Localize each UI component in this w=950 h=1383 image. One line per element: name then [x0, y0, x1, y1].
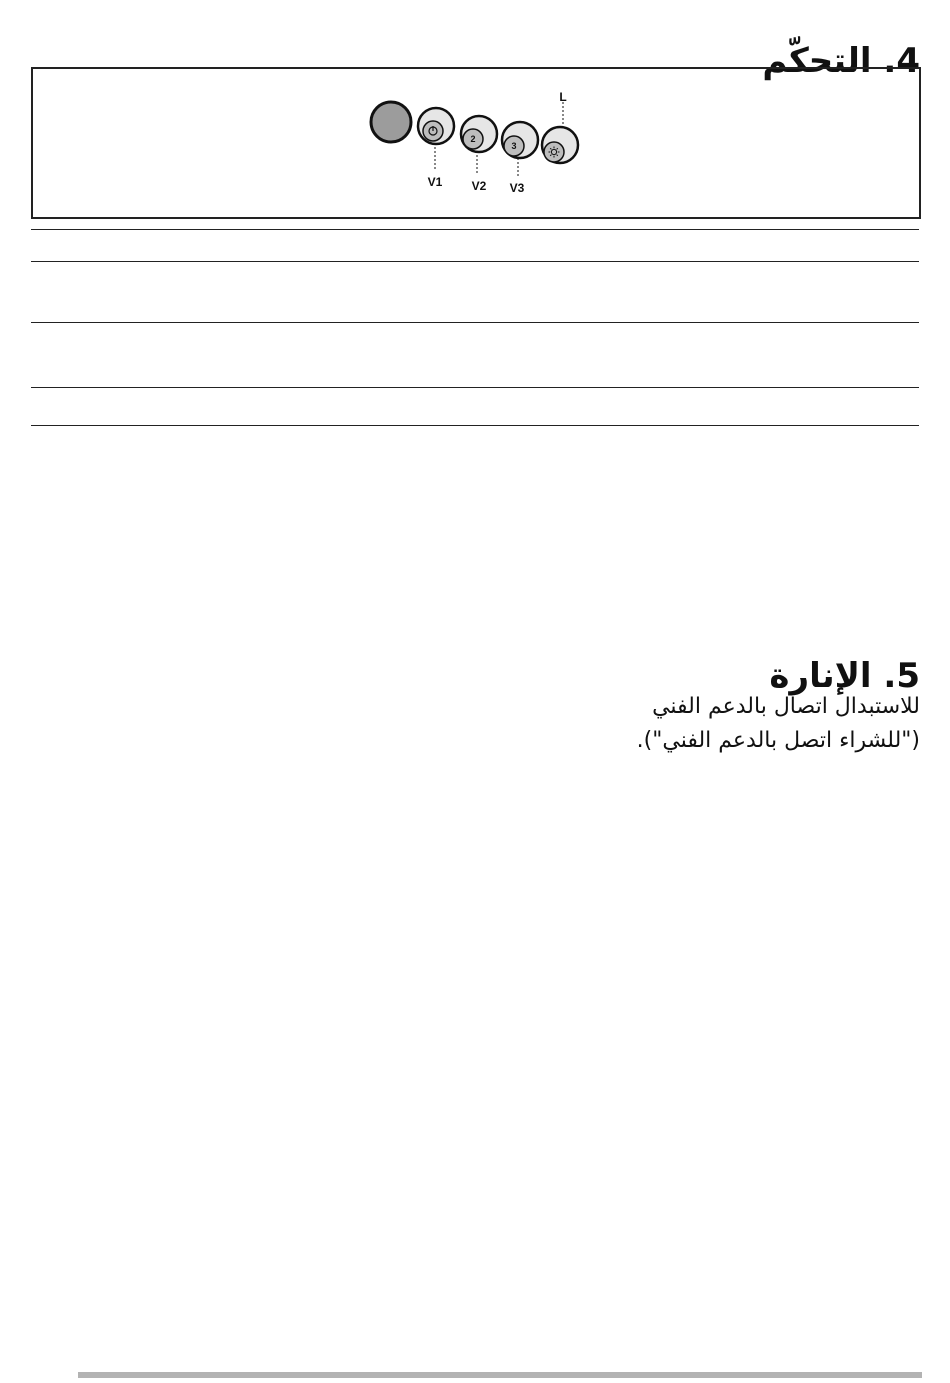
control-panel-illustration: [33, 69, 919, 217]
plain-knob: [371, 102, 411, 142]
knob-number-2: 2: [470, 134, 476, 144]
knob-v3: [502, 122, 538, 158]
table-rule: [31, 387, 919, 388]
knob-v1: [418, 108, 454, 144]
table-rule: [31, 322, 919, 323]
section-lighting-heading: 5. الإنارة: [769, 655, 920, 696]
table-rule: [31, 229, 919, 230]
footer-bar: [78, 1372, 922, 1378]
lighting-line-1: للاستبدال اتصال بالدعم الفني: [652, 694, 920, 719]
table-rule: [31, 425, 919, 426]
label-v1: V1: [427, 175, 443, 189]
knob-number-3: 3: [511, 141, 517, 151]
lighting-body-text: [360, 690, 920, 758]
table-rule: [31, 261, 919, 262]
label-v2: V2: [471, 179, 487, 193]
label-l: L: [559, 90, 567, 104]
label-v3: V3: [509, 181, 525, 195]
section-controls-heading: 4. التحكّم: [762, 40, 920, 81]
knob-v2: [461, 116, 497, 152]
control-panel-diagram: [31, 67, 921, 219]
knob-l: [542, 127, 578, 163]
lighting-line-2: ("للشراء اتصل بالدعم الفني").: [636, 728, 920, 753]
